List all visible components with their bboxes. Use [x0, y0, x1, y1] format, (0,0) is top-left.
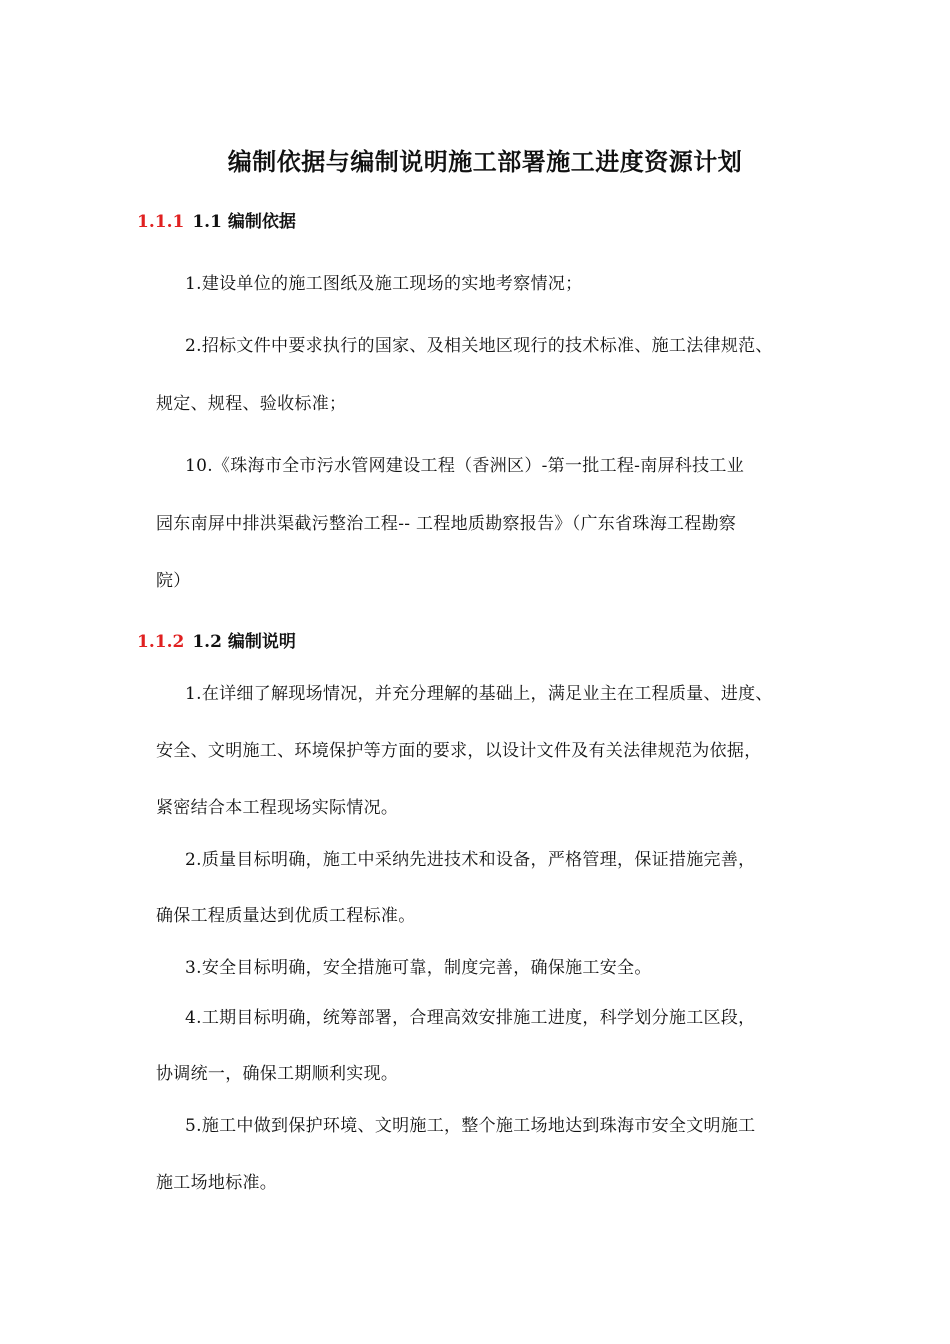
section-title: 1.2 编制说明 [192, 632, 296, 652]
paragraph-line: 安全、文明施工、环境保护等方面的要求，以设计文件及有关法律规范为依据， [156, 741, 762, 761]
paragraph-line: 2.质量目标明确，施工中采纳先进技术和设备，严格管理，保证措施完善， [185, 850, 756, 870]
paragraph-line: 施工场地标准。 [156, 1173, 278, 1193]
paragraph-line: 规定、规程、验收标准； [156, 394, 347, 414]
paragraph-line: 园东南屏中排洪渠截污整治工程-- 工程地质勘察报告》（广东省珠海工程勘察 [156, 514, 737, 534]
section-title: 1.1 编制依据 [192, 212, 296, 232]
paragraph-line: 确保工程质量达到优质工程标准。 [156, 906, 416, 926]
paragraph-line: 协调统一，确保工期顺利实现。 [156, 1064, 399, 1084]
section-heading-basis [137, 207, 296, 232]
paragraph-line: 1.建设单位的施工图纸及施工现场的实地考察情况； [185, 274, 583, 294]
page-title: 编制依据与编制说明施工部署施工进度资源计划 [227, 147, 743, 176]
section-number: 1.1.2 [137, 632, 185, 652]
paragraph-line: 2.招标文件中要求执行的国家、及相关地区现行的技术标准、施工法律规范、 [185, 336, 773, 356]
section-number: 1.1.1 [137, 212, 185, 232]
paragraph-line: 4.工期目标明确，统筹部署，合理高效安排施工进度，科学划分施工区段， [185, 1008, 756, 1028]
section-heading-description [137, 627, 296, 652]
paragraph-line: 院） [156, 571, 191, 591]
paragraph-line: 3.安全目标明确，安全措施可靠，制度完善，确保施工安全。 [185, 958, 652, 978]
paragraph-line: 5.施工中做到保护环境、文明施工，整个施工场地达到珠海市安全文明施工 [185, 1116, 756, 1136]
paragraph-line: 紧密结合本工程现场实际情况。 [156, 798, 399, 818]
paragraph-line: 10.《珠海市全市污水管网建设工程（香洲区）-第一批工程-南屏科技工业 [185, 456, 745, 476]
paragraph-line: 1.在详细了解现场情况，并充分理解的基础上，满足业主在工程质量、进度、 [185, 684, 773, 704]
